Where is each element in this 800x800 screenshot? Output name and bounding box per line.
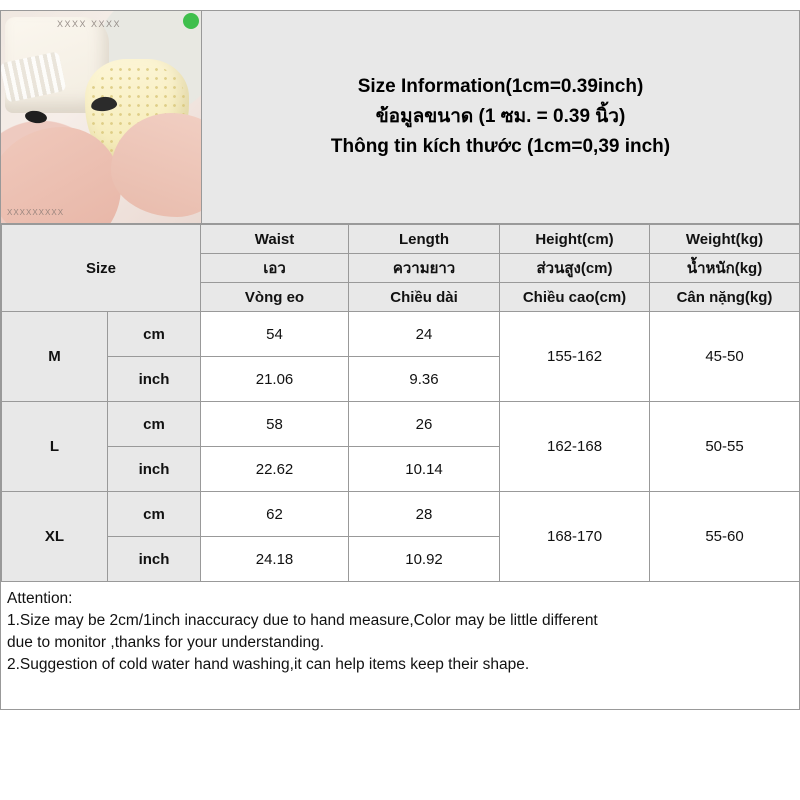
col-waist-en: Waist [201,225,349,254]
unit-inch-l: inch [108,447,201,492]
title-line-en: Size Information(1cm=0.39inch) [357,76,644,98]
unit-cm-m: cm [108,312,201,357]
chart-header [1,11,799,224]
col-weight-en: Weight(kg) [650,225,800,254]
col-height-en: Height(cm) [500,225,650,254]
col-length-en: Length [349,225,500,254]
xl-height: 168-170 [500,492,650,582]
size-label: Size [2,225,201,312]
col-waist-th: เอว [201,254,349,283]
xl-weight: 55-60 [650,492,800,582]
m-waist-inch: 21.06 [201,357,349,402]
row-size-l: L [2,402,108,492]
row-size-m: M [2,312,108,402]
l-waist-cm: 58 [201,402,349,447]
attention-line-1: 1.Size may be 2cm/1inch inaccuracy due to hand measure,Color may be little different [7,612,598,629]
xl-waist-cm: 62 [201,492,349,537]
xl-length-inch: 10.92 [349,537,500,582]
green-badge-icon [183,13,199,29]
m-length-cm: 24 [349,312,500,357]
l-length-inch: 10.14 [349,447,500,492]
col-waist-vi: Vòng eo [201,283,349,312]
col-length-vi: Chiều dài [349,283,500,312]
attention-line-2: due to monitor ,thanks for your understanding. [7,634,325,651]
chart-title-block [202,11,799,223]
l-weight: 50-55 [650,402,800,492]
product-photo-cell [1,11,202,223]
xl-waist-inch: 24.18 [201,537,349,582]
table-row [2,492,800,537]
table-row [2,312,800,357]
l-length-cm: 26 [349,402,500,447]
col-weight-vi: Cân nặng(kg) [650,283,800,312]
row-size-xl: XL [2,492,108,582]
title-line-vi: Thông tin kích thước (1cm=0,39 inch) [330,135,671,157]
m-weight: 45-50 [650,312,800,402]
product-photo [1,11,201,223]
attention-heading: Attention: [7,590,73,607]
col-weight-th: น้ำหนัก(kg) [650,254,800,283]
title-line-th: ข้อมูลขนาด (1 ซม. = 0.39 นิ้ว) [375,106,626,128]
l-height: 162-168 [500,402,650,492]
size-table [1,224,800,582]
m-length-inch: 9.36 [349,357,500,402]
watermark-top: XXXX XXXX [57,19,122,29]
xl-length-cm: 28 [349,492,500,537]
l-waist-inch: 22.62 [201,447,349,492]
col-height-vi: Chiều cao(cm) [500,283,650,312]
col-length-th: ความยาว [349,254,500,283]
unit-cm-xl: cm [108,492,201,537]
size-chart [0,10,800,710]
col-height-th: ส่วนสูง(cm) [500,254,650,283]
table-header-row-en [2,225,800,254]
watermark-bottom: XXXXXXXXX [7,208,65,217]
m-waist-cm: 54 [201,312,349,357]
unit-inch-m: inch [108,357,201,402]
unit-cm-l: cm [108,402,201,447]
attention-line-3: 2.Suggestion of cold water hand washing,it can help items keep their shape. [7,656,530,673]
attention-block [1,582,799,709]
unit-inch-xl: inch [108,537,201,582]
table-row [2,402,800,447]
m-height: 155-162 [500,312,650,402]
